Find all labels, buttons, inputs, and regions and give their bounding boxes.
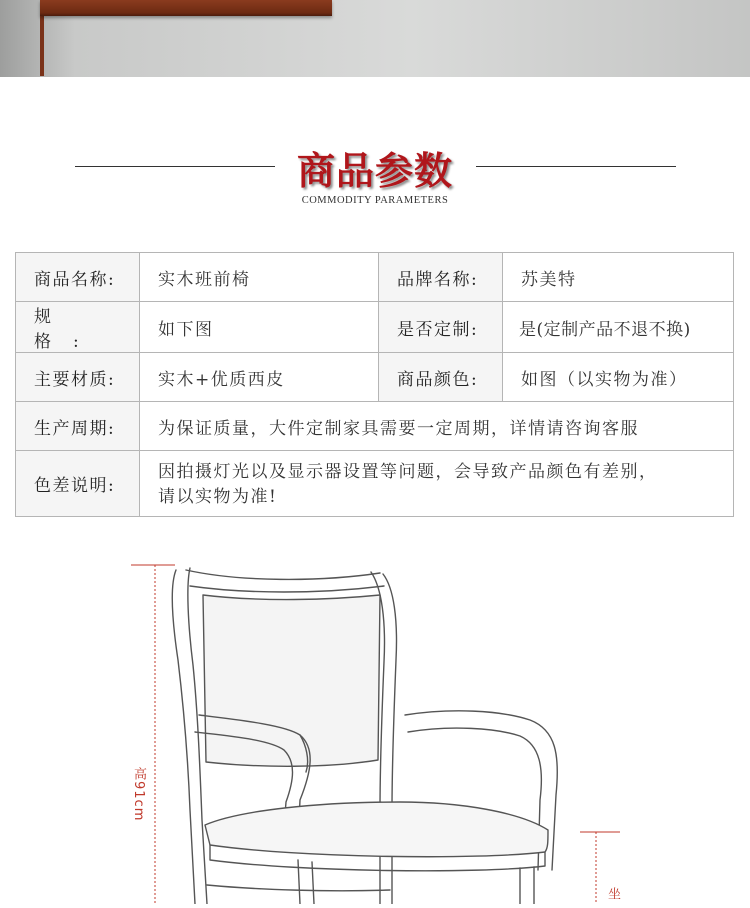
material-label: 主要材质: (16, 353, 140, 402)
chair-outline (172, 568, 557, 904)
diff-value-line1: 因拍摄灯光以及显示器设置等问题，会导致产品颜色有差别， (158, 461, 658, 482)
brand-value: 苏美特 (503, 253, 734, 302)
height-dimension-label: 高91cm (131, 767, 146, 822)
table-row (16, 402, 734, 451)
heading-rule-right (476, 166, 676, 167)
params-table (15, 252, 734, 517)
section-title: 商品参数 (296, 148, 453, 193)
spec-label: 规格: (16, 302, 140, 353)
diff-value-line2: 请以实物为准! (158, 486, 278, 507)
diff-label: 色差说明: (16, 451, 140, 517)
table-row (16, 253, 734, 302)
cycle-label: 生产周期: (16, 402, 140, 451)
diff-value (140, 451, 734, 517)
chair-drawing (0, 540, 750, 904)
section-heading (0, 140, 750, 210)
color-label: 商品颜色: (379, 353, 503, 402)
product-photo-strip (0, 0, 750, 77)
table-row (16, 302, 734, 353)
photo-desk (40, 0, 332, 16)
table-row (16, 353, 734, 402)
cycle-value: 为保证质量，大件定制家具需要一定周期，详情请咨询客服 (140, 402, 734, 451)
custom-label: 是否定制: (379, 302, 503, 353)
spec-value: 如下图 (140, 302, 379, 353)
name-label: 商品名称: (16, 253, 140, 302)
brand-label: 品牌名称: (379, 253, 503, 302)
section-subtitle: COMMODITY PARAMETERS (301, 195, 449, 206)
color-value: 如图（以实物为准） (503, 353, 734, 402)
chair-sketch (0, 540, 750, 904)
name-value: 实木班前椅 (140, 253, 379, 302)
heading-rule-left (75, 166, 275, 167)
material-value: 实木+优质西皮 (140, 353, 379, 402)
table-row (16, 451, 734, 517)
custom-value: 是(定制产品不退不换) (503, 302, 734, 353)
seat-dimension-label: 坐 (605, 887, 620, 900)
